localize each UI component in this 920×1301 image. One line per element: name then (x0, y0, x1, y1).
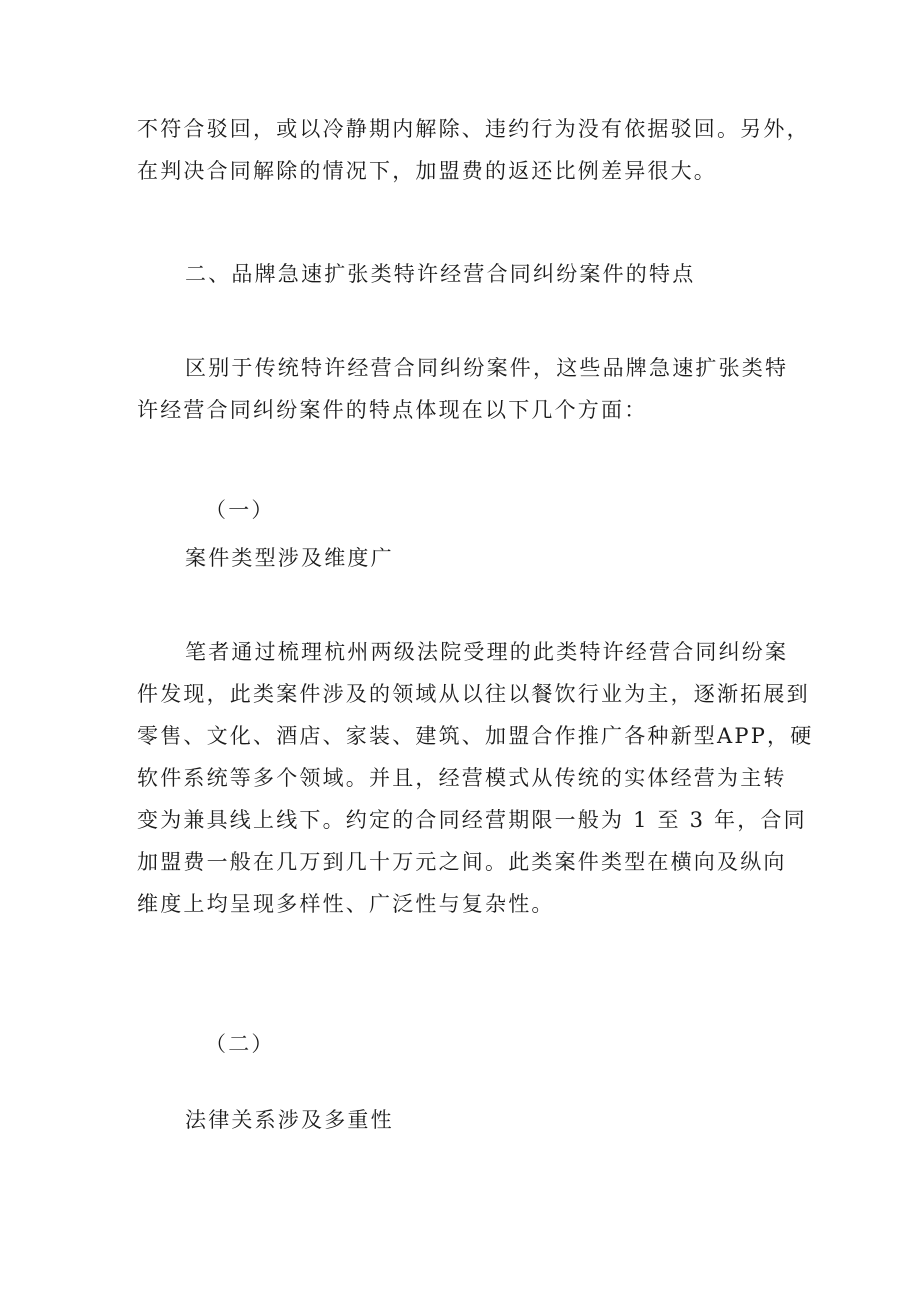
text-line: 维度上均呈现多样性、广泛性与复杂性。 (137, 892, 555, 916)
subsection-number-2: （二） (205, 1032, 275, 1056)
text-line: 许经营合同纠纷案件的特点体现在以下几个方面： (137, 398, 648, 422)
text-line: 软件系统等多个领域。并且，经营模式从传统的实体经营为主转 (137, 766, 787, 790)
paragraph-intro-features (137, 347, 789, 431)
paragraph-contract-dismissal (137, 108, 810, 192)
section-heading-2: 二、品牌急速扩张类特许经营合同纠纷案件的特点 (185, 262, 696, 286)
text-line: 在判决合同解除的情况下，加盟费的返还比例差异很大。 (137, 159, 717, 183)
text-line: 加盟费一般在几万到几十万元之间。此类案件类型在横向及纵向 (137, 850, 787, 874)
text-line: 区别于传统特许经营合同纠纷案件，这些品牌急速扩张类特 (185, 356, 789, 380)
subsection-number-1: （一） (205, 498, 275, 522)
text-line: 变为兼具线上线下。约定的合同经营期限一般为 1 至 3 年，合同 (137, 808, 807, 832)
subsection-title-2: 法律关系涉及多重性 (185, 1108, 394, 1132)
text-line: 笔者通过梳理杭州两级法院受理的此类特许经营合同纠纷案 (185, 640, 789, 664)
text-line: 不符合驳回，或以冷静期内解除、违约行为没有依据驳回。另外， (137, 117, 810, 141)
text-line: 件发现，此类案件涉及的领域从以往以餐饮行业为主，逐渐拓展到 (137, 682, 810, 706)
subsection-title-1: 案件类型涉及维度广 (185, 546, 394, 570)
text-line: 零售、文化、酒店、家装、建筑、加盟合作推广各种新型APP，硬 (137, 724, 814, 748)
paragraph-case-types (137, 631, 814, 925)
